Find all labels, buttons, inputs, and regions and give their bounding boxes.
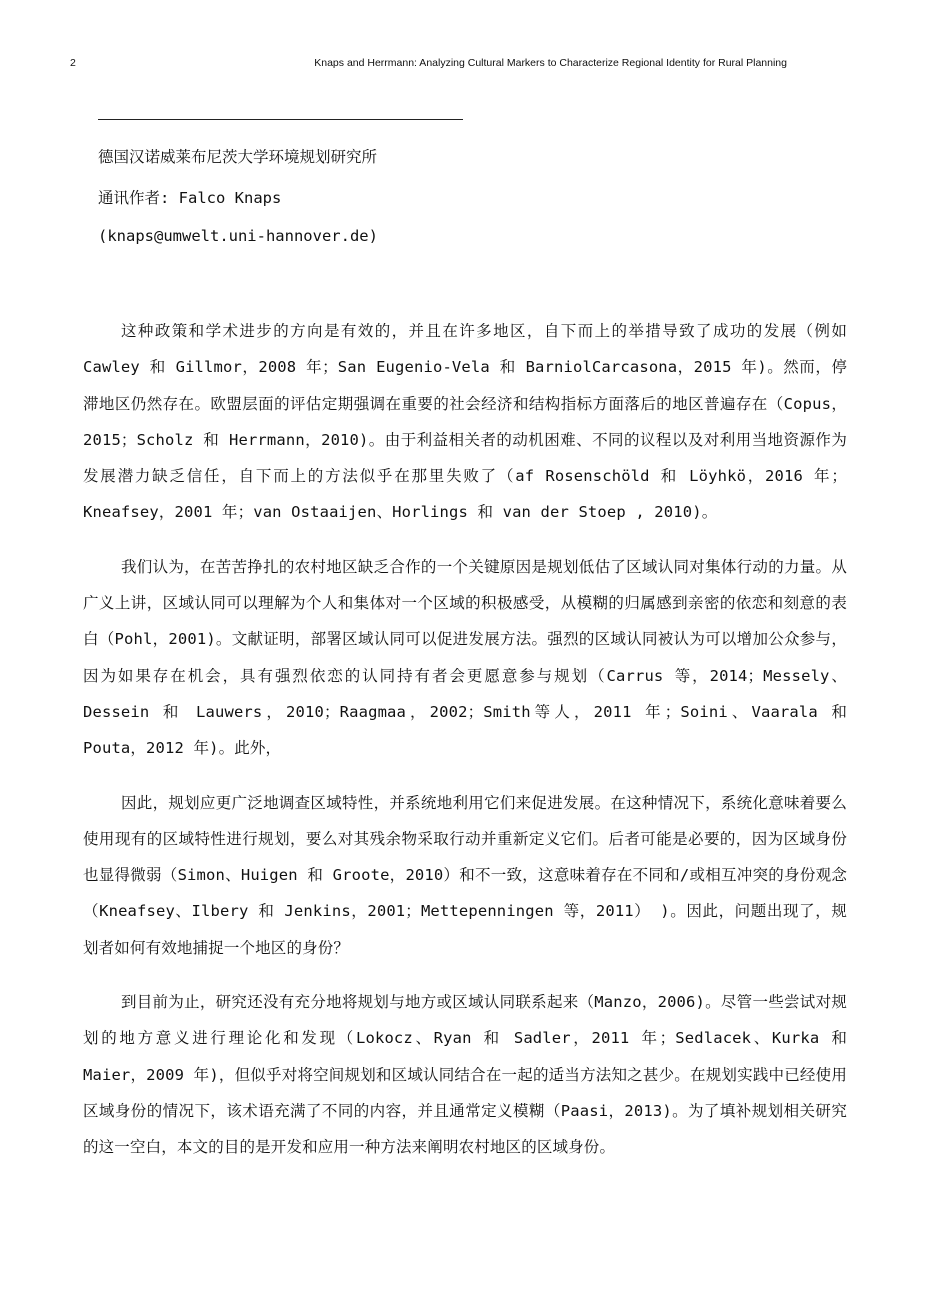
footnote-corresponding-author: 通讯作者: Falco Knaps [98,189,282,207]
footnote-divider [98,119,463,120]
page-number: 2 [70,57,76,69]
footnote-institution: 德国汉诺威莱布尼茨大学环境规划研究所 [98,148,378,166]
paragraph-3: 因此，规划应更广泛地调查区域特性，并系统地利用它们来促进发展。在这种情况下，系统化意味着要么使用现有的区域特性进行规划，要么对其残余物采取行动并重新定义它们。后者可能是必要的，因为区域身份也显得微弱（Simon、Huigen 和 Groote，2010）和不一致，这意味着存在不同和/或相互冲突的身份观念（Kneafsey、Ilbery 和 Jenkins，2001；Mettepenningen 等，2011） )。因此，问题出现了，规划者如何有效地捕捉一个地区的身份？ [83,793,847,957]
body-text [83,313,847,1184]
paragraph-1: 这种政策和学术进步的方向是有效的，并且在许多地区，自下而上的举措导致了成功的发展（例如 Cawley 和 Gillmor，2008 年；San Eugenio-Vela 和 BarniolCarcasona，2015 年)。然而，停滞地区仍然存在。欧盟层面的评估定期强调在重要的社会经济和结构指标方面落后的地区普遍存在（Copus，2015；Scholz 和 Herrmann，2010)。由于利益相关者的动机困难、不同的议程以及对利用当地资源作为发展潜力缺乏信任，自下而上的方法似乎在那里失败了（af Rosenschöld 和 Löyhkö，2016 年；Kneafsey，2001 年；van Ostaaijen、Horlings 和 van der Stoep , 2010)。 [83,322,847,522]
running-head-title: Knaps and Herrmann: Analyzing Cultural Markers to Characterize Regional Identity for Rural Planning [314,57,787,69]
paragraph-2: 我们认为，在苦苦挣扎的农村地区缺乏合作的一个关键原因是规划低估了区域认同对集体行动的力量。从广义上讲，区域认同可以理解为个人和集体对一个区域的积极感受，从模糊的归属感到亲密的依恋和刻意的表白（Pohl，2001)。文献证明，部署区域认同可以促进发展方法。强烈的区域认同被认为可以增加公众参与，因为如果存在机会，具有强烈依恋的认同持有者会更愿意参与规划（Carrus 等，2014；Messely、Dessein 和 Lauwers，2010；Raagmaa，2002；Smith等人，2011 年；Soini、Vaarala 和 Pouta，2012 年)。此外， [83,557,847,758]
paragraph-4: 到目前为止，研究还没有充分地将规划与地方或区域认同联系起来（Manzo，2006)。尽管一些尝试对规划的地方意义进行理论化和发现（Lokocz、Ryan 和 Sadler，2011 年；Sedlacek、Kurka 和 Maier，2009 年)，但似乎对将空间规划和区域认同结合在一起的适当方法知之甚少。在规划实践中已经使用区域身份的情况下，该术语充满了不同的内容，并且通常定义模糊（Paasi，2013)。为了填补规划相关研究的这一空白，本文的目的是开发和应用一种方法来阐明农村地区的区域身份。 [83,993,847,1157]
footnote-email: (knaps@umwelt.uni-hannover.de) [98,227,378,245]
